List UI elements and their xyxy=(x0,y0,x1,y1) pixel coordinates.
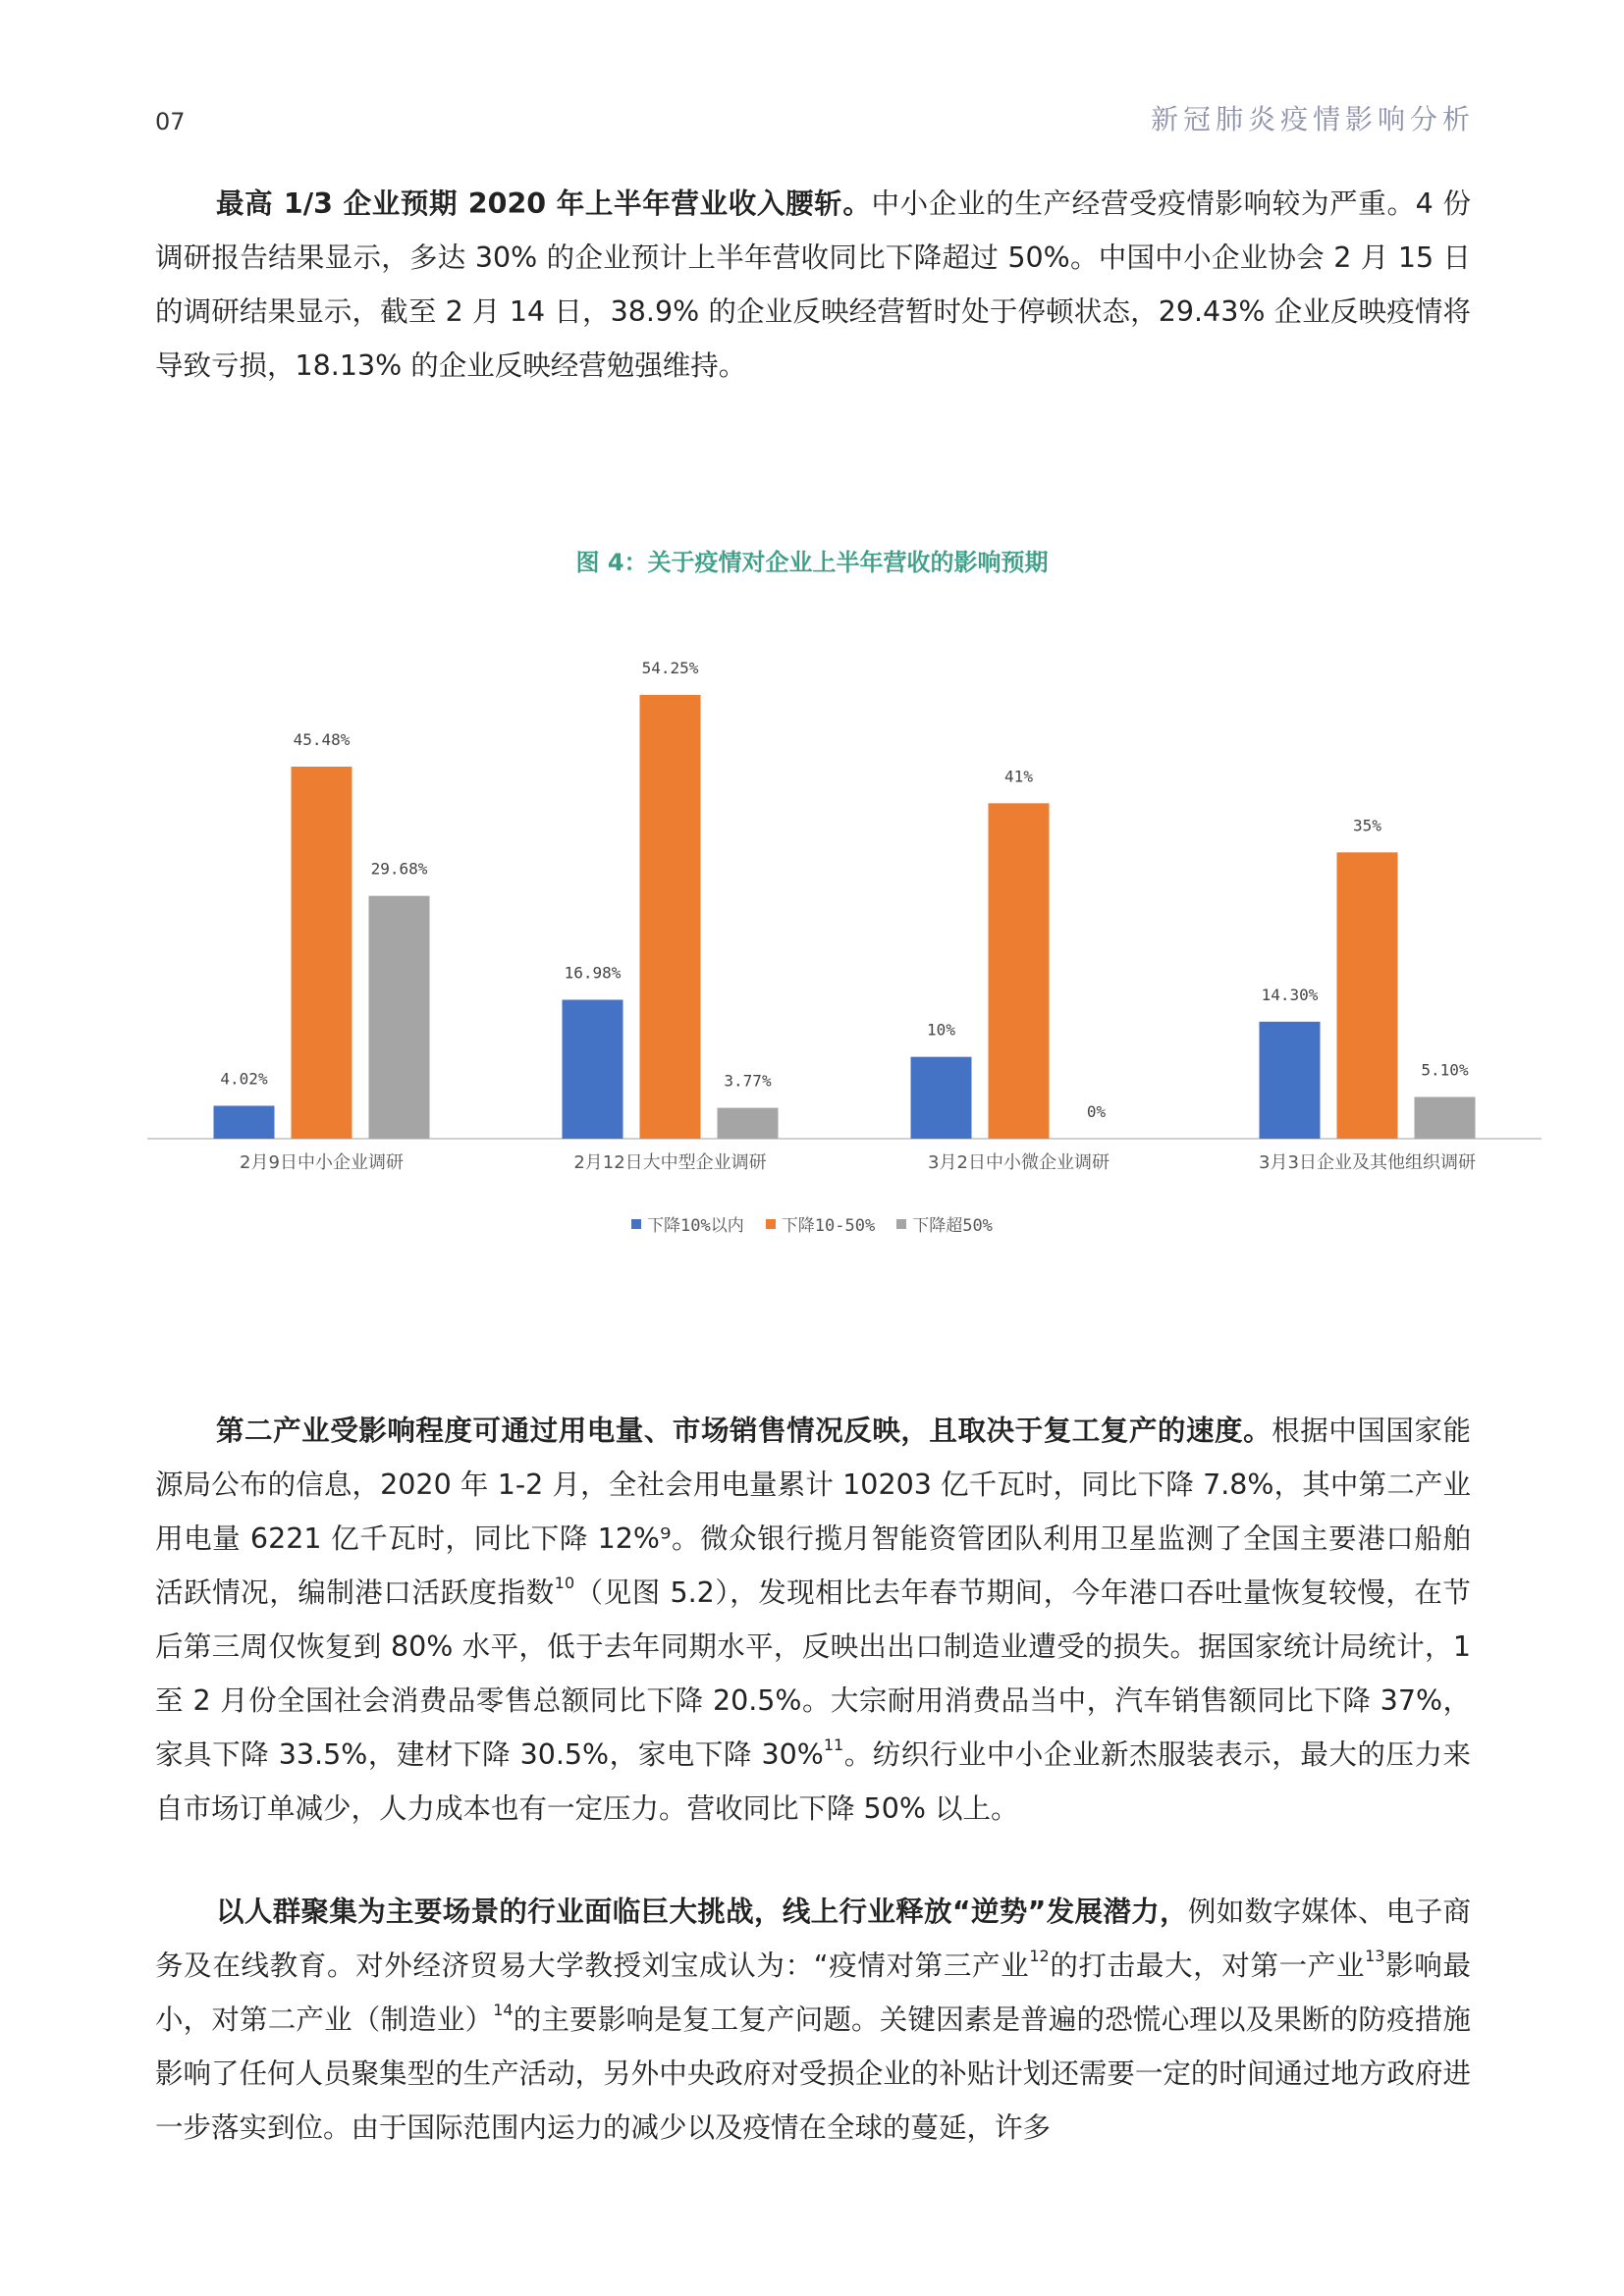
data-label: 45.48% xyxy=(293,730,351,749)
bar xyxy=(1260,1022,1321,1139)
legend-item-series-3 xyxy=(896,1211,993,1236)
legend-label: 下降超50% xyxy=(912,1216,993,1236)
footnote-ref: 11 xyxy=(823,1735,844,1754)
data-label: 14.30% xyxy=(1261,985,1319,1004)
bar xyxy=(989,803,1050,1139)
paragraph-3-body-a: 例如数字媒体、电子商务及在线教育。对外经济贸易大学教授刘宝成认为：“疫情对第三产业 xyxy=(155,1896,1471,1982)
bar xyxy=(1337,852,1398,1139)
category-label: 3月2日中小微企业调研 xyxy=(928,1152,1110,1173)
data-label: 54.25% xyxy=(641,658,699,677)
paragraph-3-body-d: 的主要影响是复工复产问题。关键因素是普遍的恐慌心理以及果断的防疫措施影响了任何人员聚集型的生产活动，另外中央政府对受损企业的补贴计划还需要一定的时间通过地方政府进一步落实到位。由于国际范围内运力的减少以及疫情在全球的蔓延，许多 xyxy=(155,2003,1471,2144)
data-label: 10% xyxy=(927,1020,955,1040)
paragraph-3-body-b: 的打击最大，对第一产业 xyxy=(1049,1949,1366,1982)
bar-chart xyxy=(147,618,1542,1207)
data-label: 35% xyxy=(1353,816,1381,835)
figure-title: 图 4：关于疫情对企业上半年营收的影响预期 xyxy=(575,549,1049,576)
paragraph-1-body: 中小企业的生产经营受疫情影响较为严重。4 份调研报告结果显示，多达 30% 的企业预计上半年营收同比下降超过 50%。中国中小企业协会 2 月 15 日的调研结果显示，截至 2 月 14 日，38.9% 的企业反映经营暂时处于停顿状态，29.43% 企业反映疫情将导致亏损，18.13% 的企业反映经营勉强维持。 xyxy=(155,187,1471,382)
data-label: 5.10% xyxy=(1421,1060,1469,1080)
legend-item-series-1 xyxy=(631,1211,744,1236)
paragraph-2-body-a: 根据中国国家能源局公布的信息，2020 年 1-2 月，全社会用电量累计 10203 亿千瓦时，同比下降 7.8%，其中第二产业用电量 6221 亿千瓦时，同比下降 12%⁹。微众银行揽月智能资管团队利用卫星监测了全国主要港口船舶活跃情况，编制港口活跃度指数 xyxy=(155,1415,1471,1609)
paragraph-2-lead: 第二产业受影响程度可通过用电量、市场销售情况反映，且取决于复工复产的速度。 xyxy=(216,1415,1272,1447)
legend-swatch-orange xyxy=(766,1219,776,1229)
bar xyxy=(911,1057,972,1139)
data-label: 4.02% xyxy=(220,1069,268,1089)
legend-item-series-2 xyxy=(766,1211,875,1236)
page-number: 07 xyxy=(155,108,186,135)
bar xyxy=(369,896,430,1139)
running-title: 新冠肺炎疫情影响分析 xyxy=(1150,103,1475,135)
bar xyxy=(640,695,701,1139)
category-label: 2月9日中小企业调研 xyxy=(240,1152,404,1173)
legend-swatch-blue xyxy=(631,1219,641,1229)
category-label: 2月12日大中型企业调研 xyxy=(573,1152,767,1173)
paragraph-2-body-b: （见图 5.2），发现相比去年春节期间，今年港口吞吐量恢复较慢，在节后第三周仅恢复到 80% 水平，低于去年同期水平，反映出出口制造业遭受的损失。据国家统计局统计，1 至 2 月份全国社会消费品零售总额同比下降 20.5%。大宗耐用消费品当中，汽车销售额同比下降 37%，家具下降 33.5%，建材下降 30.5%，家电下降 30% xyxy=(155,1576,1471,1771)
category-label: 3月3日企业及其他组织调研 xyxy=(1259,1152,1476,1173)
bar xyxy=(1415,1097,1476,1140)
bar xyxy=(563,1000,623,1140)
footnote-ref: 12 xyxy=(1029,1947,1050,1965)
footnote-ref: 14 xyxy=(493,2001,514,2019)
bar xyxy=(718,1108,779,1139)
data-label: 0% xyxy=(1086,1102,1107,1121)
data-label: 3.77% xyxy=(724,1071,772,1091)
legend-label: 下降10-50% xyxy=(781,1216,876,1236)
data-label: 16.98% xyxy=(564,963,622,983)
paragraph-1-lead: 最高 1/3 企业预期 2020 年上半年营业收入腰斩。 xyxy=(216,187,872,220)
paragraph-3 xyxy=(155,1885,1471,2155)
footnote-ref: 13 xyxy=(1365,1947,1385,1965)
paragraph-3-body-c: 影响最小，对第二产业（制造业） xyxy=(155,1949,1471,2036)
paragraph-2-body-c: 。纺织行业中小企业新杰服装表示，最大的压力来自市场订单减少，人力成本也有一定压力。营收同比下降 50% 以上。 xyxy=(155,1738,1471,1825)
paragraph-1 xyxy=(155,177,1471,393)
legend-label: 下降10%以内 xyxy=(647,1216,744,1236)
chart-legend xyxy=(0,1211,1624,1236)
footnote-ref: 10 xyxy=(554,1574,575,1592)
data-label: 29.68% xyxy=(370,859,428,879)
data-label: 41% xyxy=(1004,767,1033,786)
bar xyxy=(214,1106,275,1140)
paragraph-3-lead: 以人群聚集为主要场景的行业面临巨大挑战，线上行业释放“逆势”发展潜力， xyxy=(216,1896,1188,1928)
paragraph-2 xyxy=(155,1404,1471,1836)
legend-swatch-gray xyxy=(896,1219,906,1229)
bar xyxy=(292,767,352,1139)
